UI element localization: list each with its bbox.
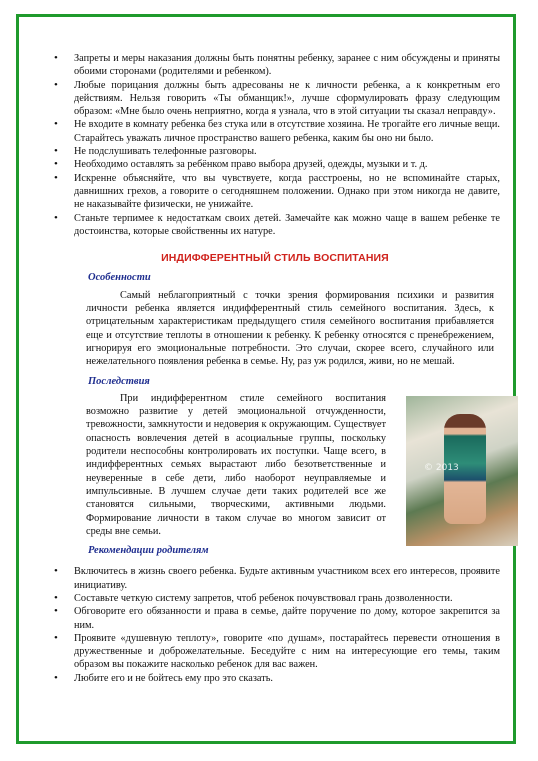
list-item: • Составьте четкую систему запретов, чтоб ребенок почувствовал грань дозволенности. (50, 592, 500, 605)
list-item: • Станьте терпимее к недостаткам своих детей. Замечайте как можно чаще в вашем ребенке те достоинства, которые свойственны их натуре. (50, 212, 500, 239)
list-item: • Обговорите его обязанности и права в семье, дайте поручение по дому, которое закрепится за ним. (50, 605, 500, 632)
list-item: • Необходимо оставлять за ребёнком право выбора друзей, одежды, музыки и т. д. (50, 158, 500, 171)
page-content (50, 18, 500, 685)
photo-watermark: © 2013 (424, 462, 459, 473)
subheading-consequences: Последствия (88, 375, 150, 387)
list-item: • Включитесь в жизнь своего ребенка. Будьте активным участником всех его интересов, проявите инициативу. (50, 565, 500, 592)
list-item: • Проявите «душевную теплоту», говорите «по душам», постарайтесь перевести отношения в дружественные и доброжелательные. Беседуйте с ним на интересующие его темы, таким образом вы покажите насколько ребенок для вас важен. (50, 632, 500, 672)
subheading-recommendations: Рекомендации родителям (88, 545, 209, 557)
consequences-block (86, 392, 500, 538)
list-item: • Запреты и меры наказания должны быть понятны ребенку, заранее с ним обсуждены и приняты обоими сторонами (родителями и ребенком). (50, 52, 500, 79)
list-item: • Любые порицания должны быть адресованы не к личности ребенка, а к конкретным его действиям. Нельзя говорить «Ты обманщик!», лучше сформулировать фразу следующим образом: «Мне было очень неприятно, когда я узнала, что в этой ситуации ты сказал неправду». (50, 79, 500, 119)
list-item: • Искренне объясняйте, что вы чувствуете, когда расстроены, но не вспоминайте старых, давнишних грехов, а говорите о сегодняшнем положении. Однако при этом никогда не давите, не наказывайте физически, не унижайте. (50, 172, 500, 212)
subheading-features: Особенности (88, 272, 151, 284)
recommendations-list (50, 565, 500, 685)
child-photo (406, 396, 518, 546)
rules-list (50, 52, 500, 238)
consequences-paragraph: При индифферентном стиле семейного воспитания возможно развитие у детей эмоциональной отчужденности, тревожности, замкнутости и недоверия к окружающим. Существует опасность вовлечения детей в асоциальные группы, поскольку родители неспособны контролировать их поступки. Чаще всего, в индифферентных семьях вырастают либо безответственные и неуверенные в себе дети, либо наоборот неуправляемые и импульсивные. В лучшем случае дети таких родителей все же становятся сильными, творческими, активными людьми. Формирование личности в таком случае во многом зависит от среды вне семьи. (86, 392, 386, 537)
section-title: ИНДИФФЕРЕНТНЫЙ СТИЛЬ ВОСПИТАНИЯ (161, 252, 389, 265)
list-item: • Любите его и не бойтесь ему про это сказать. (50, 672, 500, 685)
list-item: • Не подслушивать телефонные разговоры. (50, 145, 500, 158)
features-paragraph: Самый неблагоприятный с точки зрения формирования психики и развития личности ребенка является индифферентный стиль семейного воспитания. Здесь, к отрицательным характеристикам предыдущего стиля семейного воспитания прибавляется еще и отсутствие теплоты в отношении к ребенку. К ребенку относятся с пренебрежением, игнорируя его эмоциональные потребности. Это случаи, скорее всего, случайного или нежелательного появления ребенка в семье. Ну, раз уж родился, живи, но не мешай. (86, 289, 494, 368)
list-item: • Не входите в комнату ребенка без стука или в отсутствие хозяина. Не трогайте его личные вещи. Старайтесь уважать личное пространство вашего ребенка, каким бы оно ни было. (50, 118, 500, 145)
